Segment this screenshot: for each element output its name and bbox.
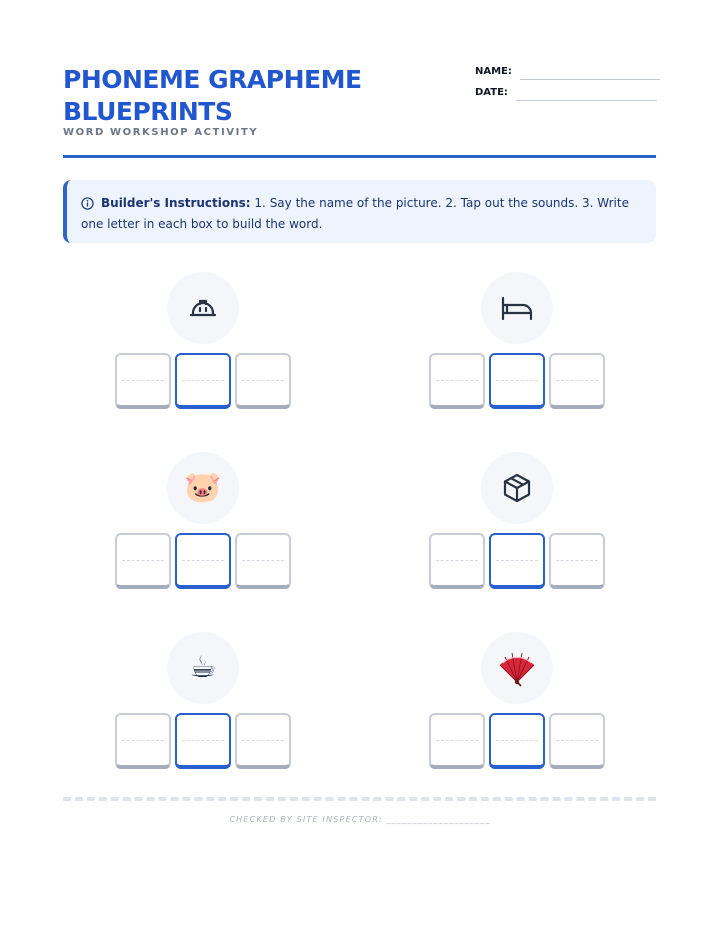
header-divider xyxy=(63,155,656,158)
letter-guide-line xyxy=(122,380,164,381)
letter-box[interactable] xyxy=(115,353,171,409)
date-line[interactable] xyxy=(516,99,657,101)
letter-box[interactable] xyxy=(235,713,291,769)
coffee-cup-icon: ☕ xyxy=(167,632,239,704)
letter-box[interactable] xyxy=(429,353,485,409)
letter-boxes xyxy=(115,713,291,769)
word-card-5 xyxy=(115,632,295,772)
inspector-signoff: CHECKED BY SITE INSPECTOR: ____________________ xyxy=(229,815,491,824)
letter-guide-line xyxy=(242,560,284,561)
letter-guide-line xyxy=(496,740,538,741)
letter-guide-line xyxy=(182,560,224,561)
word-card-2 xyxy=(429,272,609,412)
letter-box[interactable] xyxy=(429,533,485,589)
letter-guide-line xyxy=(556,380,598,381)
letter-guide-line xyxy=(182,380,224,381)
letter-guide-line xyxy=(242,380,284,381)
word-card-1 xyxy=(115,272,295,412)
word-card-6 xyxy=(429,632,609,772)
letter-box[interactable] xyxy=(549,533,605,589)
worksheet-subtitle: WORD WORKSHOP ACTIVITY xyxy=(63,127,259,138)
letter-boxes xyxy=(115,353,291,409)
letter-boxes xyxy=(115,533,291,589)
instructions-text: 1. Say the name of the picture. 2. Tap out the sounds. 3. Write one letter in each box to build the word. xyxy=(81,196,629,231)
letter-guide-line xyxy=(496,380,538,381)
letter-guide-line xyxy=(556,740,598,741)
name-label: NAME: xyxy=(475,66,512,77)
letter-guide-line xyxy=(122,740,164,741)
letter-guide-line xyxy=(242,740,284,741)
letter-box[interactable] xyxy=(549,713,605,769)
name-line[interactable] xyxy=(520,78,660,80)
name-field xyxy=(475,66,660,77)
letter-guide-line xyxy=(122,560,164,561)
pig-icon: 🐷 xyxy=(167,452,239,524)
letter-guide-line xyxy=(496,560,538,561)
letter-guide-line xyxy=(436,740,478,741)
letter-guide-line xyxy=(436,560,478,561)
date-field xyxy=(475,87,657,98)
letter-box[interactable] xyxy=(115,713,171,769)
letter-guide-line xyxy=(556,560,598,561)
word-card-3 xyxy=(115,452,295,592)
info-icon xyxy=(81,197,94,215)
worksheet-title: PHONEME GRAPHEME BLUEPRINTS xyxy=(63,65,362,126)
footer-divider xyxy=(63,797,656,801)
instructions-box xyxy=(63,180,656,243)
fan-icon xyxy=(481,632,553,704)
date-label: DATE: xyxy=(475,87,508,98)
letter-box[interactable] xyxy=(489,353,545,409)
letter-guide-line xyxy=(182,740,224,741)
letter-boxes xyxy=(429,713,605,769)
letter-box[interactable] xyxy=(235,353,291,409)
letter-box[interactable] xyxy=(175,713,231,769)
letter-box[interactable] xyxy=(489,713,545,769)
hard-hat-icon xyxy=(167,272,239,344)
word-card-4 xyxy=(429,452,609,592)
letter-box[interactable] xyxy=(489,533,545,589)
instructions-lead: Builder's Instructions: xyxy=(101,196,251,210)
box-icon xyxy=(481,452,553,524)
letter-box[interactable] xyxy=(235,533,291,589)
letter-boxes xyxy=(429,533,605,589)
letter-boxes xyxy=(429,353,605,409)
bed-icon xyxy=(481,272,553,344)
letter-box[interactable] xyxy=(549,353,605,409)
letter-box[interactable] xyxy=(429,713,485,769)
letter-box[interactable] xyxy=(115,533,171,589)
letter-guide-line xyxy=(436,380,478,381)
letter-box[interactable] xyxy=(175,353,231,409)
letter-box[interactable] xyxy=(175,533,231,589)
